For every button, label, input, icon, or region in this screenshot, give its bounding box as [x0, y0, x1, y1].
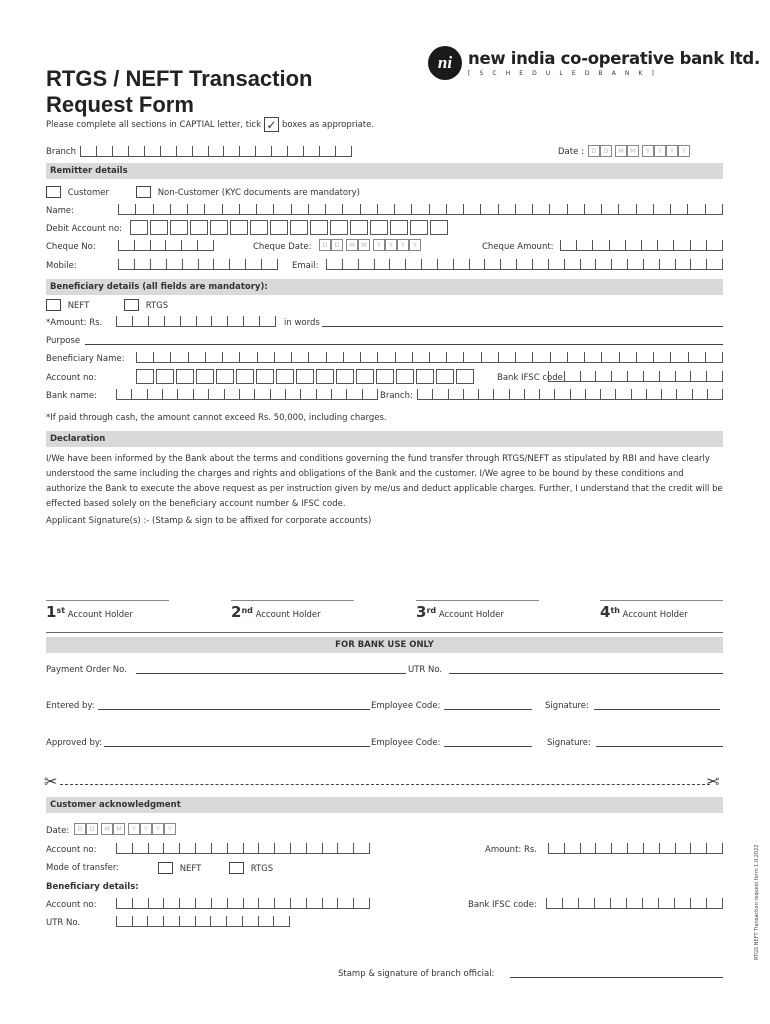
amount-field[interactable]	[116, 316, 276, 327]
neft-label: NEFT	[67, 300, 90, 311]
tick-example-icon: ✓	[264, 117, 279, 132]
title-line-1: RTGS / NEFT Transaction	[46, 66, 313, 91]
cheque-no-label: Cheque No:	[46, 242, 96, 252]
cheque-date-label: Cheque Date:	[253, 242, 312, 252]
payment-order-field[interactable]	[136, 665, 406, 674]
ack-neft-checkbox[interactable]	[158, 862, 173, 874]
instruction-text-2: boxes as appropriate.	[282, 119, 375, 130]
cut-line	[60, 784, 710, 785]
entered-employee-code-field[interactable]	[444, 701, 532, 710]
beneficiary-section-header: Beneficiary details (all fields are mandatory):	[46, 279, 723, 295]
cheque-amount-field[interactable]	[560, 240, 723, 251]
amount-label: *Amount: Rs.	[46, 318, 103, 328]
purpose-label: Purpose	[46, 336, 81, 346]
ack-date-field[interactable]: D D M M Y Y Y Y	[74, 823, 176, 835]
ack-rtgs-option[interactable]	[229, 862, 273, 874]
title-line-2: Request Form	[46, 92, 194, 117]
date-label: Date :	[558, 147, 584, 157]
bank-subtitle: [ S C H E D U L E D B A N K ]	[468, 69, 658, 77]
divider	[46, 632, 723, 633]
declaration-text: I/We have been informed by the Bank about the terms and conditions governing the fund transfer through RTGS/NEFT as stipulated by RBI and have clearly understood the same including the charges and rights and obligations of the Bank and the customer. I/We agree to be bound by these conditions and authorize the Bank to execute the above request as per instruction given by me/us and deduct applicable charges. Further, I understand that the credit will be effected based solely on the beneficiary account number & IFSC code.	[46, 454, 723, 509]
approved-signature-label: Signature:	[547, 738, 591, 748]
remitter-section-header: Remitter details	[46, 163, 723, 179]
form-title	[46, 66, 312, 118]
purpose-field[interactable]	[85, 336, 723, 345]
ack-rtgs-checkbox[interactable]	[229, 862, 244, 874]
scissors-icon-right: ✂	[706, 772, 720, 791]
holder-2-signature[interactable]: 2nd Account Holder	[231, 600, 354, 621]
account-holder-signatures	[46, 600, 723, 620]
ack-rtgs-label: RTGS	[250, 863, 274, 874]
ack-neft-option[interactable]	[158, 862, 201, 874]
bank-use-section-header: FOR BANK USE ONLY	[46, 637, 723, 653]
non-customer-option[interactable]	[136, 186, 360, 198]
rtgs-checkbox[interactable]	[124, 299, 139, 311]
branch-field[interactable]	[80, 146, 352, 157]
ack-utr-field[interactable]	[116, 916, 290, 927]
bank-name-field[interactable]	[116, 389, 378, 400]
neft-option[interactable]	[46, 299, 89, 311]
ack-ben-account-field[interactable]	[116, 898, 370, 909]
ack-account-field[interactable]	[116, 843, 370, 854]
approved-by-field[interactable]	[104, 738, 370, 747]
name-field[interactable]	[118, 204, 723, 215]
bank-logo	[428, 46, 760, 80]
approved-employee-code-field[interactable]	[444, 738, 532, 747]
form-version-note: RTGS NEFT Transaction request form 1.0.2022	[754, 844, 760, 960]
branch-label: Branch	[46, 147, 76, 157]
amount-in-words-field[interactable]	[322, 318, 723, 327]
declaration-section-header: Declaration	[46, 431, 723, 447]
bank-name-label: Bank name:	[46, 391, 98, 401]
rtgs-label: RTGS	[145, 300, 169, 311]
utr-label: UTR No.	[408, 665, 443, 675]
approved-signature-field[interactable]	[596, 738, 723, 747]
ack-ifsc-field[interactable]	[546, 898, 723, 909]
entered-signature-label: Signature:	[545, 701, 589, 711]
acknowledgment-section-header: Customer acknowledgment	[46, 797, 723, 813]
beneficiary-details-label: Beneficiary details:	[46, 882, 139, 892]
mobile-label: Mobile:	[46, 261, 77, 271]
email-field[interactable]	[326, 259, 723, 270]
neft-checkbox[interactable]	[46, 299, 61, 311]
cheque-no-field[interactable]	[118, 240, 214, 251]
instruction-text: Please complete all sections in CAPTIAL letter, tick	[46, 119, 262, 130]
scissors-icon: ✂	[44, 772, 58, 791]
stamp-signature-label: Stamp & signature of branch official:	[338, 969, 495, 979]
holder-1-signature[interactable]: 1st Account Holder	[46, 600, 169, 621]
ack-date-label: Date:	[46, 826, 70, 836]
debit-account-field[interactable]	[130, 220, 448, 235]
branch-name-label: Branch:	[380, 391, 413, 401]
customer-option[interactable]	[46, 186, 109, 198]
mobile-field[interactable]	[118, 259, 278, 270]
ack-utr-label: UTR No.	[46, 918, 81, 928]
debit-account-label: Debit Account no:	[46, 224, 123, 234]
ack-amount-field[interactable]	[548, 843, 723, 854]
bank-logo-icon: ni	[428, 46, 462, 80]
in-words-label: in words	[284, 318, 320, 328]
entered-employee-code-label: Employee Code:	[371, 701, 441, 711]
applicant-signature-label: Applicant Signature(s) :- (Stamp & sign to be affixed for corporate accounts)	[46, 516, 372, 526]
beneficiary-name-label: Beneficiary Name:	[46, 354, 125, 364]
date-field[interactable]: D D M M Y Y Y Y	[588, 145, 690, 157]
name-label: Name:	[46, 206, 74, 216]
entered-by-field[interactable]	[98, 701, 370, 710]
beneficiary-account-label: Account no:	[46, 373, 97, 383]
customer-label: Customer	[67, 187, 109, 198]
ack-amount-label: Amount: Rs.	[485, 845, 538, 855]
approved-employee-code-label: Employee Code:	[371, 738, 441, 748]
entered-by-label: Entered by:	[46, 701, 95, 711]
instructions	[46, 117, 374, 132]
ifsc-label: Bank IFSC code:	[497, 373, 566, 383]
utr-field[interactable]	[449, 665, 723, 674]
cash-note: *If paid through cash, the amount cannot exceed Rs. 50,000, including charges.	[46, 413, 387, 423]
bank-name: new india co-operative bank ltd.	[468, 48, 760, 68]
holder-4-signature[interactable]: 4th Account Holder	[600, 600, 723, 621]
ifsc-field[interactable]	[548, 371, 723, 382]
customer-checkbox[interactable]	[46, 186, 61, 198]
ack-neft-label: NEFT	[179, 863, 202, 874]
mode-of-transfer-label: Mode of transfer:	[46, 863, 120, 873]
beneficiary-name-field[interactable]	[136, 352, 723, 363]
rtgs-option[interactable]	[124, 299, 168, 311]
non-customer-checkbox[interactable]	[136, 186, 151, 198]
cheque-amount-label: Cheque Amount:	[482, 242, 554, 252]
cheque-date-field[interactable]: D D M M Y Y Y Y	[319, 239, 421, 251]
branch-name-field[interactable]	[417, 389, 723, 400]
non-customer-label: Non-Customer (KYC documents are mandatory)	[157, 187, 360, 198]
approved-by-label: Approved by:	[46, 738, 103, 748]
entered-signature-field[interactable]	[594, 701, 720, 710]
ack-account-label: Account no:	[46, 845, 97, 855]
payment-order-label: Payment Order No.	[46, 665, 127, 675]
ack-ifsc-label: Bank IFSC code:	[468, 900, 537, 910]
holder-3-signature[interactable]: 3rd Account Holder	[416, 600, 539, 621]
ack-ben-account-label: Account no:	[46, 900, 97, 910]
beneficiary-account-field[interactable]	[136, 369, 474, 384]
email-label: Email:	[292, 261, 319, 271]
stamp-signature-field[interactable]	[510, 969, 723, 978]
